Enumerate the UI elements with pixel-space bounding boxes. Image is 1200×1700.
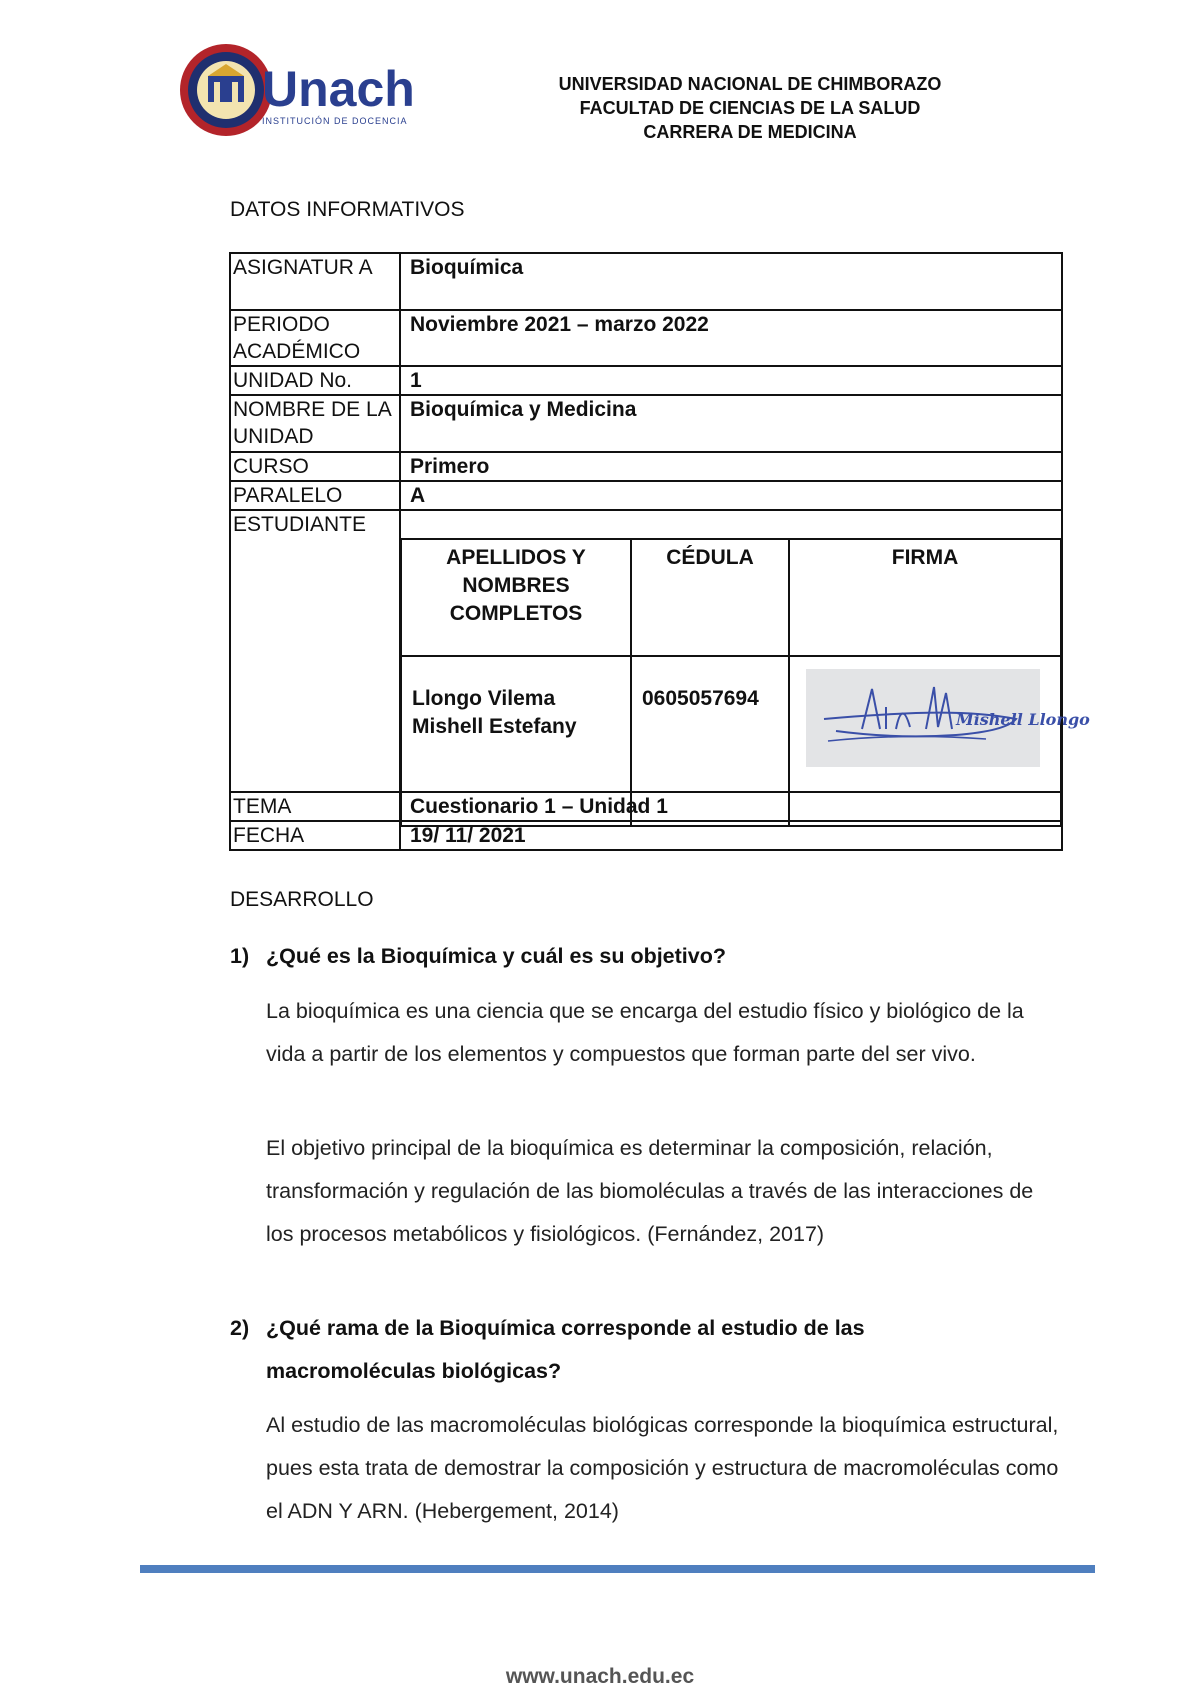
fecha-label: FECHA: [230, 821, 400, 850]
asignatura-label: ASIGNATUR A: [230, 253, 400, 310]
answer-2-paragraph-1: Al estudio de las macromoléculas biológicas corresponde la bioquímica estructural, pues esta trata de demostrar la composición y estructura de macromoléculas como el ADN Y ARN. (Hebergement, 2014): [266, 1413, 1059, 1523]
unidad-value: 1: [400, 366, 1062, 395]
fecha-value: 19/ 11/ 2021: [400, 821, 1062, 850]
signature-script: Mishell Llongo: [956, 710, 1090, 729]
student-name: Llongo Vilema Mishell Estefany: [401, 656, 631, 826]
institution-header: [500, 72, 1000, 144]
university-seal-icon: [178, 42, 428, 142]
table-row: [230, 310, 1062, 366]
footer-rule: [140, 1565, 1095, 1573]
section-desarrollo: DESARROLLO: [230, 888, 374, 911]
periodo-value: Noviembre 2021 – marzo 2022: [400, 310, 1062, 366]
header-cedula: CÉDULA: [631, 539, 789, 656]
curso-value: Primero: [400, 452, 1062, 481]
section-datos-informativos: DATOS INFORMATIVOS: [230, 198, 465, 221]
estudiante-label: ESTUDIANTE: [230, 510, 400, 792]
signature-cell: [789, 656, 1090, 826]
logo-wordmark: Unach: [262, 61, 415, 117]
question-number: 1): [230, 944, 250, 968]
nombre-unidad-value: Bioquímica y Medicina: [400, 395, 1062, 452]
table-row: [230, 253, 1062, 310]
signature-icon: [806, 669, 1090, 767]
career-name: CARRERA DE MEDICINA: [643, 122, 857, 142]
table-row: [401, 656, 1061, 826]
tema-label: TEMA: [230, 792, 400, 821]
question-2: [230, 1307, 986, 1393]
table-row: [230, 481, 1062, 510]
signature-image: [806, 669, 1090, 767]
institution-name: UNIVERSIDAD NACIONAL DE CHIMBORAZO: [558, 74, 942, 94]
question-number: 2): [230, 1316, 250, 1340]
answer-1-paragraph-1: La bioquímica es una ciencia que se encarga del estudio físico y biológico de la vida a partir de los elementos y compuestos que forman parte del ser vivo.: [266, 999, 1024, 1066]
logo-tagline: INSTITUCIÓN DE DOCENCIA: [262, 116, 408, 126]
asignatura-value: Bioquímica: [400, 253, 1062, 310]
table-row: [230, 452, 1062, 481]
unach-logo: [178, 42, 428, 142]
question-text: ¿Qué rama de la Bioquímica corresponde al estudio de las macromoléculas biológicas?: [266, 1316, 865, 1383]
unidad-label: UNIDAD No.: [230, 366, 400, 395]
answer-1-paragraph-2: El objetivo principal de la bioquímica es determinar la composición, relación, transformación y regulación de las biomoléculas a través de las interacciones de los procesos metabólicos y fisiológicos. (Fernández, 2017): [266, 1136, 1034, 1246]
periodo-label: PERIODO ACADÉMICO: [230, 310, 400, 366]
footer-website[interactable]: www.unach.edu.ec: [505, 1665, 695, 1688]
header-nombres: APELLIDOS Y NOMBRES COMPLETOS: [401, 539, 631, 656]
paralelo-value: A: [400, 481, 1062, 510]
table-row: [230, 366, 1062, 395]
paralelo-label: PARALELO: [230, 481, 400, 510]
table-row: [401, 539, 1061, 656]
student-cedula: 0605057694: [631, 656, 789, 826]
student-table: [400, 538, 1090, 827]
question-text: ¿Qué es la Bioquímica y cuál es su objetivo?: [266, 944, 726, 968]
nombre-unidad-label: NOMBRE DE LA UNIDAD: [230, 395, 400, 452]
question-1: [230, 935, 986, 978]
tema-value: Cuestionario 1 – Unidad 1: [400, 792, 1062, 821]
header-firma: FIRMA: [789, 539, 1061, 656]
curso-label: CURSO: [230, 452, 400, 481]
faculty-name: FACULTAD DE CIENCIAS DE LA SALUD: [579, 98, 921, 118]
table-row: [230, 395, 1062, 452]
